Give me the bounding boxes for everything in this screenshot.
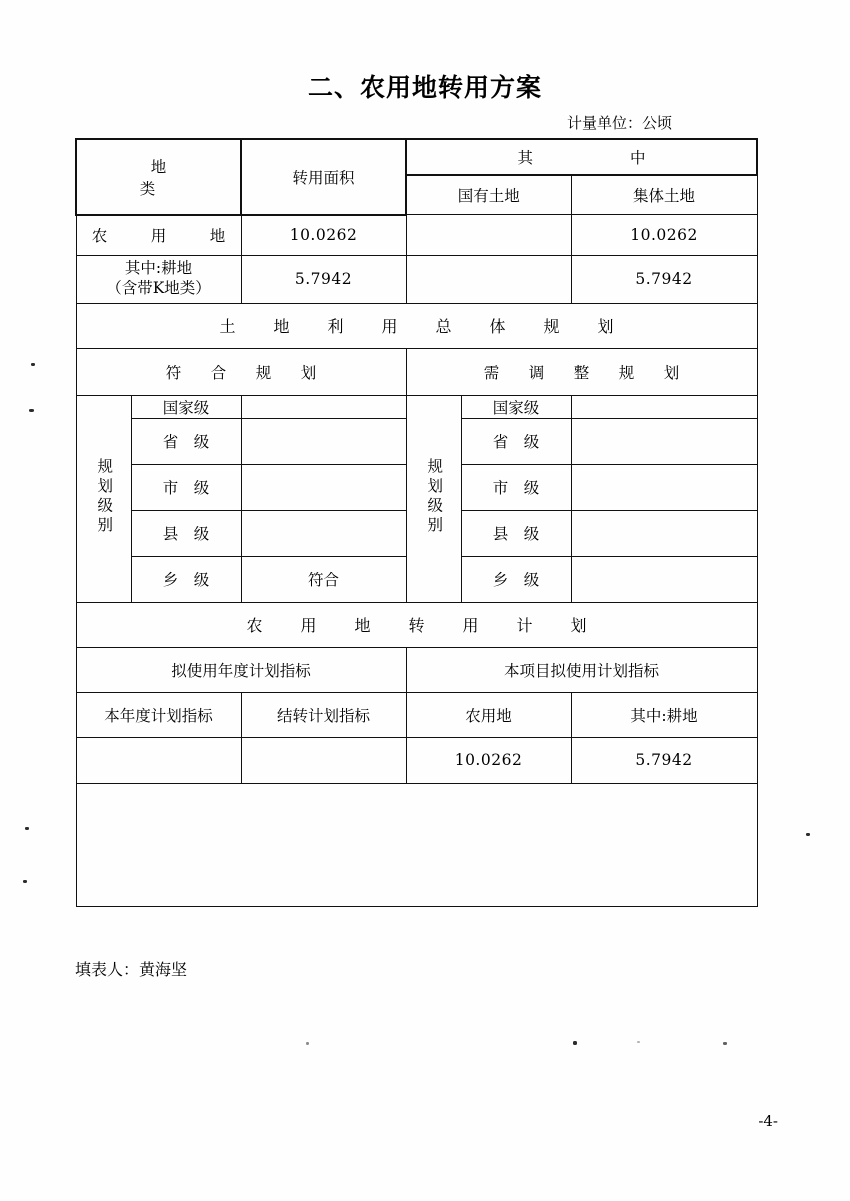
cell-state-owned-cultivated-land xyxy=(406,255,571,303)
scan-speckle xyxy=(637,1041,640,1043)
table-header-row-1 xyxy=(76,139,757,175)
cell-col-current-year-quota: 本年度计划指标 xyxy=(76,692,241,737)
header-converted-area: 转用面积 xyxy=(241,139,406,215)
cell-level-label-right-township: 乡 级 xyxy=(461,556,571,602)
preparer-label: 填表人：黄海坚 xyxy=(75,960,188,979)
cell-plan-group-adjust-title: 需 调 整 规 划 xyxy=(406,348,757,395)
cell-level-value-right-municipal xyxy=(571,464,757,510)
cell-row-label-cultivated-land xyxy=(76,255,241,303)
cell-notes-area xyxy=(76,783,757,906)
cell-project-quota-title: 本项目拟使用计划指标 xyxy=(406,647,757,692)
header-collective-land: 集体土地 xyxy=(571,175,757,215)
cell-val-of-which-cultivated: 5.7942 xyxy=(571,737,757,783)
cell-col-of-which-cultivated: 其中:耕地 xyxy=(571,692,757,737)
cell-level-value-left-municipal xyxy=(241,464,406,510)
scan-speckle xyxy=(806,833,810,836)
cell-level-label-right-municipal: 市 级 xyxy=(461,464,571,510)
cell-converted-area-agricultural-land: 10.0262 xyxy=(241,215,406,256)
cell-annual-quota-title: 拟使用年度计划指标 xyxy=(76,647,406,692)
cell-level-value-left-county xyxy=(241,510,406,556)
cell-val-current-year-quota xyxy=(76,737,241,783)
header-of-which: 其 中 xyxy=(406,139,757,175)
plan-level-row-national xyxy=(76,395,757,418)
cell-collective-agricultural-land: 10.0262 xyxy=(571,215,757,256)
quota-column-headers-row xyxy=(76,692,757,737)
header-land-type: 地 类 xyxy=(76,139,241,215)
cell-col-carryover-quota: 结转计划指标 xyxy=(241,692,406,737)
notes-row xyxy=(76,783,757,906)
cell-level-label-right-provincial: 省 级 xyxy=(461,418,571,464)
measurement-unit-label: 计量单位：公顷 xyxy=(566,114,672,132)
scan-speckle xyxy=(31,363,35,366)
cell-section-overall-plan: 土 地 利 用 总 体 规 划 xyxy=(76,303,757,348)
cell-level-value-right-provincial xyxy=(571,418,757,464)
section-overall-land-use-plan xyxy=(76,303,757,348)
scan-speckle xyxy=(573,1041,577,1045)
scan-speckle xyxy=(23,880,27,883)
scan-speckle xyxy=(29,409,34,412)
scan-speckle xyxy=(25,827,29,830)
cultivated-label-line2: （含带K地类） xyxy=(106,279,211,297)
cell-level-value-right-national xyxy=(571,395,757,418)
table-row-cultivated-land xyxy=(76,255,757,303)
cell-val-carryover-quota xyxy=(241,737,406,783)
cell-col-agricultural-land: 农用地 xyxy=(406,692,571,737)
cell-level-value-left-provincial xyxy=(241,418,406,464)
plan-group-titles-row xyxy=(76,348,757,395)
quota-values-row xyxy=(76,737,757,783)
cell-level-label-left-township: 乡 级 xyxy=(131,556,241,602)
cell-level-label-left-provincial: 省 级 xyxy=(131,418,241,464)
cell-level-value-right-township xyxy=(571,556,757,602)
quota-group-titles-row xyxy=(76,647,757,692)
cell-level-value-right-county xyxy=(571,510,757,556)
scan-speckle xyxy=(306,1042,309,1045)
table-row-agricultural-land xyxy=(76,215,757,256)
cell-collective-cultivated-land: 5.7942 xyxy=(571,255,757,303)
cell-level-label-left-municipal: 市 级 xyxy=(131,464,241,510)
page-title: 二、农用地转用方案 xyxy=(307,73,542,102)
cell-val-agricultural-land: 10.0262 xyxy=(406,737,571,783)
agricultural-land-conversion-table xyxy=(75,138,756,907)
cell-plan-group-conforming-title: 符 合 规 划 xyxy=(76,348,406,395)
cell-level-label-left-county: 县 级 xyxy=(131,510,241,556)
cell-level-value-left-national xyxy=(241,395,406,418)
cell-plan-level-header-left: 规划级别 xyxy=(76,395,131,602)
cell-row-label-agricultural-land: 农 用 地 xyxy=(76,215,241,256)
header-state-owned-land: 国有土地 xyxy=(406,175,571,215)
cell-section-conversion-plan: 农 用 地 转 用 计 划 xyxy=(76,602,757,647)
page-number: -4- xyxy=(758,1112,778,1130)
cultivated-label-line1: 其中:耕地 xyxy=(124,259,193,278)
section-conversion-plan xyxy=(76,602,757,647)
scan-speckle xyxy=(723,1042,727,1045)
cell-level-label-right-county: 县 级 xyxy=(461,510,571,556)
cell-level-value-left-township: 符合 xyxy=(241,556,406,602)
cell-level-label-left-national: 国家级 xyxy=(131,395,241,418)
cell-state-owned-agricultural-land xyxy=(406,215,571,256)
cell-converted-area-cultivated-land: 5.7942 xyxy=(241,255,406,303)
cell-plan-level-header-right: 规划级别 xyxy=(406,395,461,602)
cell-level-label-right-national: 国家级 xyxy=(461,395,571,418)
